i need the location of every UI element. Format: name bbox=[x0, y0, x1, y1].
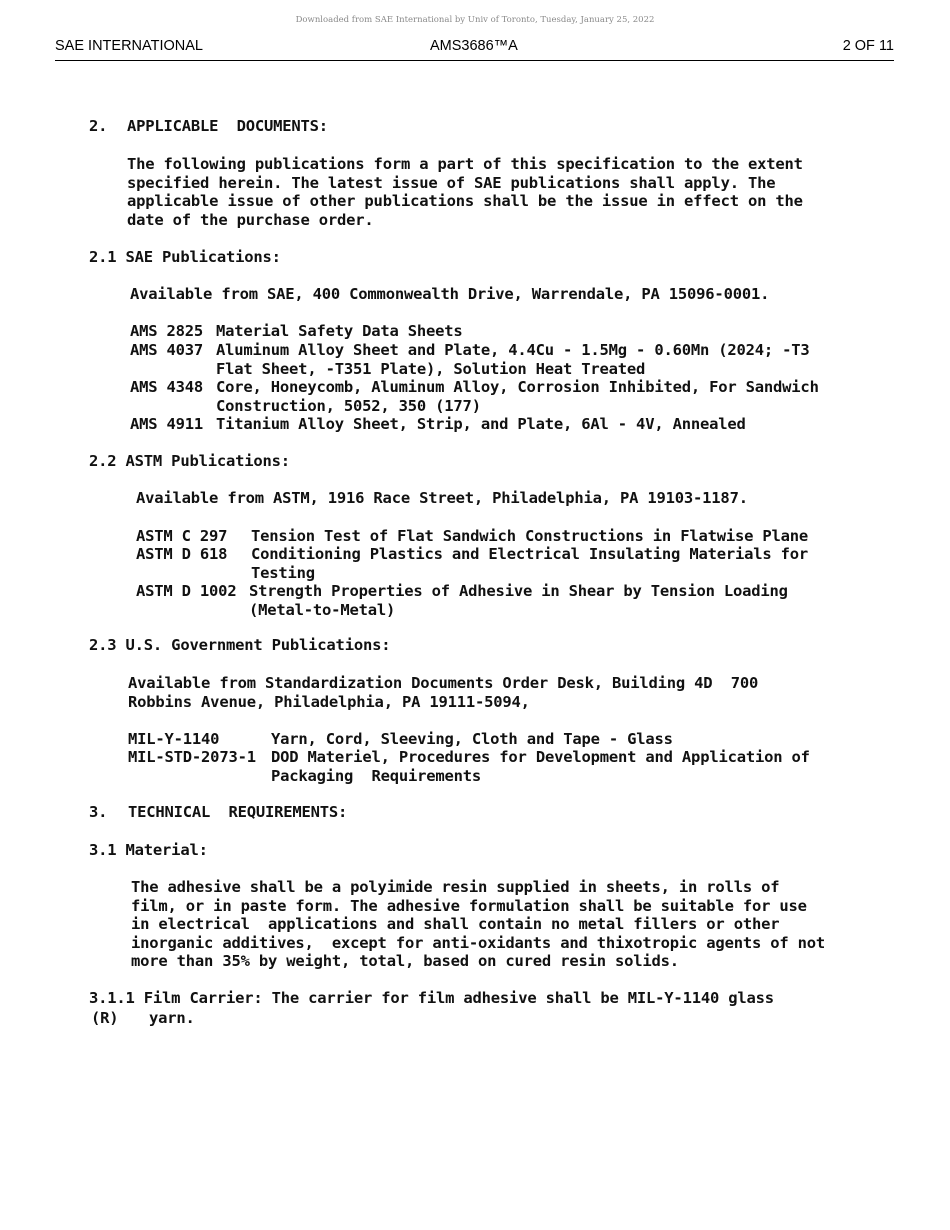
doc-code: ASTM C 297 bbox=[136, 527, 228, 545]
header-doc-number: AMS3686™A bbox=[430, 38, 518, 54]
doc-code: ASTM D 618 bbox=[136, 545, 228, 563]
doc-title: Core, Honeycomb, Aluminum Alloy, Corrosion Inhibited, For Sandwich Construction, 5052, 350 (177) bbox=[216, 378, 819, 415]
doc-title: Conditioning Plastics and Electrical Insulating Materials for Testing bbox=[251, 545, 809, 582]
section-2-2-heading: 2.2 ASTM Publications: bbox=[89, 452, 290, 470]
doc-code: AMS 4911 bbox=[130, 415, 204, 433]
section-2-body: The following publications form a part of this specification to the extent specified herein. The latest issue of SAE publications shall apply. The applicable issue of other publications shall be the issue in effect on the date of the purchase order. bbox=[127, 155, 803, 229]
doc-code: ASTM D 1002 bbox=[136, 582, 237, 600]
section-3-1-1-text: 3.1.1 Film Carrier: The carrier for film adhesive shall be MIL-Y-1140 glass bbox=[89, 989, 774, 1007]
doc-code: AMS 4348 bbox=[130, 378, 204, 396]
gov-availability: Available from Standardization Documents Order Desk, Building 4D 700 Robbins Avenue, Philadelphia, PA 19111-5094, bbox=[128, 674, 759, 711]
doc-code: AMS 4037 bbox=[130, 341, 204, 359]
doc-title: Yarn, Cord, Sleeving, Cloth and Tape - Glass bbox=[271, 730, 673, 748]
section-3-1-heading: 3.1 Material: bbox=[89, 841, 208, 859]
doc-code: AMS 2825 bbox=[130, 322, 204, 340]
section-3-1-1-continuation: yarn. bbox=[149, 1009, 195, 1027]
sae-availability: Available from SAE, 400 Commonwealth Drive, Warrendale, PA 15096-0001. bbox=[130, 285, 770, 303]
doc-title: Material Safety Data Sheets bbox=[216, 322, 463, 340]
doc-title: Titanium Alloy Sheet, Strip, and Plate, 6Al - 4V, Annealed bbox=[216, 415, 746, 433]
section-2-1-heading: 2.1 SAE Publications: bbox=[89, 248, 281, 266]
section-3-number: 3. bbox=[89, 803, 108, 821]
revision-mark: (R) bbox=[91, 1009, 119, 1027]
download-watermark: Downloaded from SAE International by Univ of Toronto, Tuesday, January 25, 2022 bbox=[295, 15, 655, 25]
section-3-1-body: The adhesive shall be a polyimide resin supplied in sheets, in rolls of film, or in paste form. The adhesive formulation shall be suitable for use in electrical applications and shall contain no metal fillers or other inorganic additives, except for anti-oxidants and thixotropic agents of not more than 35% by weight, total, based on cured resin solids. bbox=[131, 878, 826, 970]
astm-availability: Available from ASTM, 1916 Race Street, Philadelphia, PA 19103-1187. bbox=[136, 489, 748, 507]
doc-title: Tension Test of Flat Sandwich Constructions in Flatwise Plane bbox=[251, 527, 809, 545]
doc-code: MIL-Y-1140 bbox=[128, 730, 220, 748]
doc-title: Strength Properties of Adhesive in Shear by Tension Loading (Metal-to-Metal) bbox=[249, 582, 788, 619]
header-org: SAE INTERNATIONAL bbox=[55, 38, 203, 54]
doc-code: MIL-STD-2073-1 bbox=[128, 748, 256, 766]
doc-title: Aluminum Alloy Sheet and Plate, 4.4Cu - 1.5Mg - 0.60Mn (2024; -T3 Flat Sheet, -T351 Plate), Solution Heat Treated bbox=[216, 341, 810, 378]
header-page-number: 2 OF 11 bbox=[842, 38, 894, 54]
doc-title: DOD Materiel, Procedures for Development and Application of Packaging Requirements bbox=[271, 748, 810, 785]
section-2-number: 2. bbox=[89, 117, 108, 135]
section-2-title: APPLICABLE DOCUMENTS: bbox=[127, 117, 328, 135]
page-header bbox=[55, 38, 894, 61]
section-2-3-heading: 2.3 U.S. Government Publications: bbox=[89, 636, 391, 654]
section-3-title: TECHNICAL REQUIREMENTS: bbox=[128, 803, 348, 821]
